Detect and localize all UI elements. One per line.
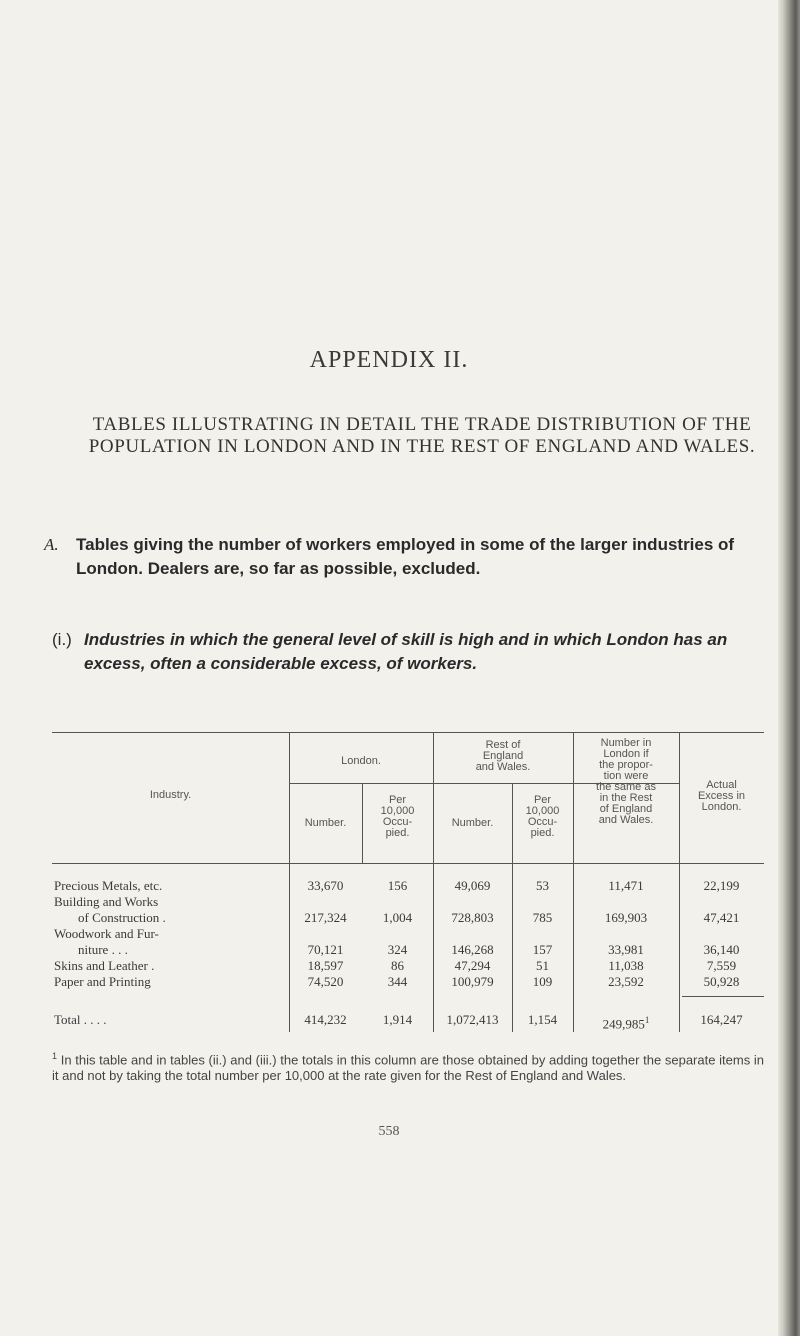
row-rest-number: 47,294 (454, 958, 491, 973)
row-number-if: 23,592 (608, 974, 644, 989)
row-rest-per: 157 (532, 942, 553, 957)
row-london-per: 156 (387, 878, 408, 893)
row-rest-per: 53 (536, 878, 549, 893)
row-rest-number: 146,268 (451, 942, 494, 957)
section-a-marker: A. (44, 535, 59, 554)
row-number-if: 11,038 (608, 958, 644, 973)
page-number: 558 (378, 1124, 400, 1139)
row-number-if: 11,471 (608, 878, 644, 893)
tables-title: TABLES ILLUSTRATING IN DETAIL THE TRADE DISTRIBUTION OF THE POPULATION IN LONDON AND IN THE REST OF ENGLAND AND WALES. (88, 414, 756, 457)
footnote-text: In this table and in tables (ii.) and (iii.) the totals in this column are those obtained by adding together the separate items in it and not by taking the total number per 10,000 at the rate given for the Rest of England and Wales. (52, 1052, 764, 1084)
section-i-text: Industries in which the general level of skill is high and in which London has an excess, often a considerable excess, of workers. (84, 630, 728, 673)
row-rest-number: 100,979 (451, 974, 494, 989)
row-industry: Paper and Printing (54, 974, 151, 989)
footnote (52, 1048, 764, 1084)
appendix-title: APPENDIX II. (309, 347, 469, 373)
row-excess: 50,928 (703, 974, 740, 989)
row-industry: Skins and Leather . (54, 958, 155, 973)
header-number-if-proportion: Number in London if the propor- tion were the same as in the Rest of England and Wales. (596, 737, 656, 826)
total-label: Total . . . . (54, 1012, 107, 1027)
row-london-per: 1,004 (382, 910, 413, 925)
header-actual-excess: Actual Excess in London. (697, 779, 746, 813)
row-industry: Precious Metals, etc. (54, 878, 163, 893)
row-excess: 22,199 (703, 878, 740, 893)
row-excess: 7,559 (706, 958, 737, 973)
section-a (44, 533, 752, 581)
total-rest-per: 1,154 (527, 1012, 558, 1027)
page-edge-shadow (778, 0, 800, 1336)
total-london-per: 1,914 (382, 1012, 413, 1027)
row-london-per: 344 (387, 974, 408, 989)
row-london-number: 217,324 (304, 910, 347, 925)
row-london-number: 18,597 (307, 958, 344, 973)
row-london-number: 74,520 (307, 974, 344, 989)
header-london-number: Number. (304, 817, 347, 829)
header-rest: Rest of England and Wales. (475, 739, 531, 773)
row-london-per: 324 (387, 942, 408, 957)
header-rest-number: Number. (451, 817, 494, 829)
row-industry-cont: niture . . . (78, 942, 128, 957)
row-london-number: 33,670 (307, 878, 344, 893)
total-rest-number: 1,072,413 (446, 1012, 499, 1027)
header-london: London. (341, 755, 381, 767)
row-industry: Woodwork and Fur- (54, 926, 159, 941)
row-london-number: 70,121 (307, 942, 344, 957)
row-number-if: 33,981 (608, 942, 644, 957)
row-london-per: 86 (391, 958, 404, 973)
total-london-number: 414,232 (304, 1012, 347, 1027)
header-rest-per: Per 10,000 Occu- pied. (525, 794, 560, 839)
footnote-marker: 1 (52, 1051, 58, 1061)
row-rest-per: 785 (532, 910, 553, 925)
row-industry-cont: of Construction . (78, 910, 166, 925)
industry-table (52, 732, 764, 1032)
row-rest-per: 51 (536, 958, 549, 973)
header-industry: Industry. (149, 789, 192, 801)
row-industry: Building and Works (54, 894, 159, 909)
total-excess: 164,247 (700, 1012, 743, 1027)
row-rest-number: 49,069 (454, 878, 491, 893)
row-number-if: 169,903 (604, 910, 648, 925)
total-number-if: 249,985$^1$ (602, 1015, 650, 1032)
row-excess: 36,140 (703, 942, 740, 957)
section-a-text: Tables giving the number of workers employed in some of the larger industries of London. Dealers are, so far as possible, excluded. (76, 535, 735, 578)
row-rest-number: 728,803 (451, 910, 494, 925)
section-i (52, 628, 752, 676)
row-rest-per: 109 (532, 974, 553, 989)
section-i-marker: (i.) (52, 630, 72, 649)
row-excess: 47,421 (703, 910, 740, 925)
header-london-per: Per 10,000 Occu- pied. (380, 794, 415, 839)
